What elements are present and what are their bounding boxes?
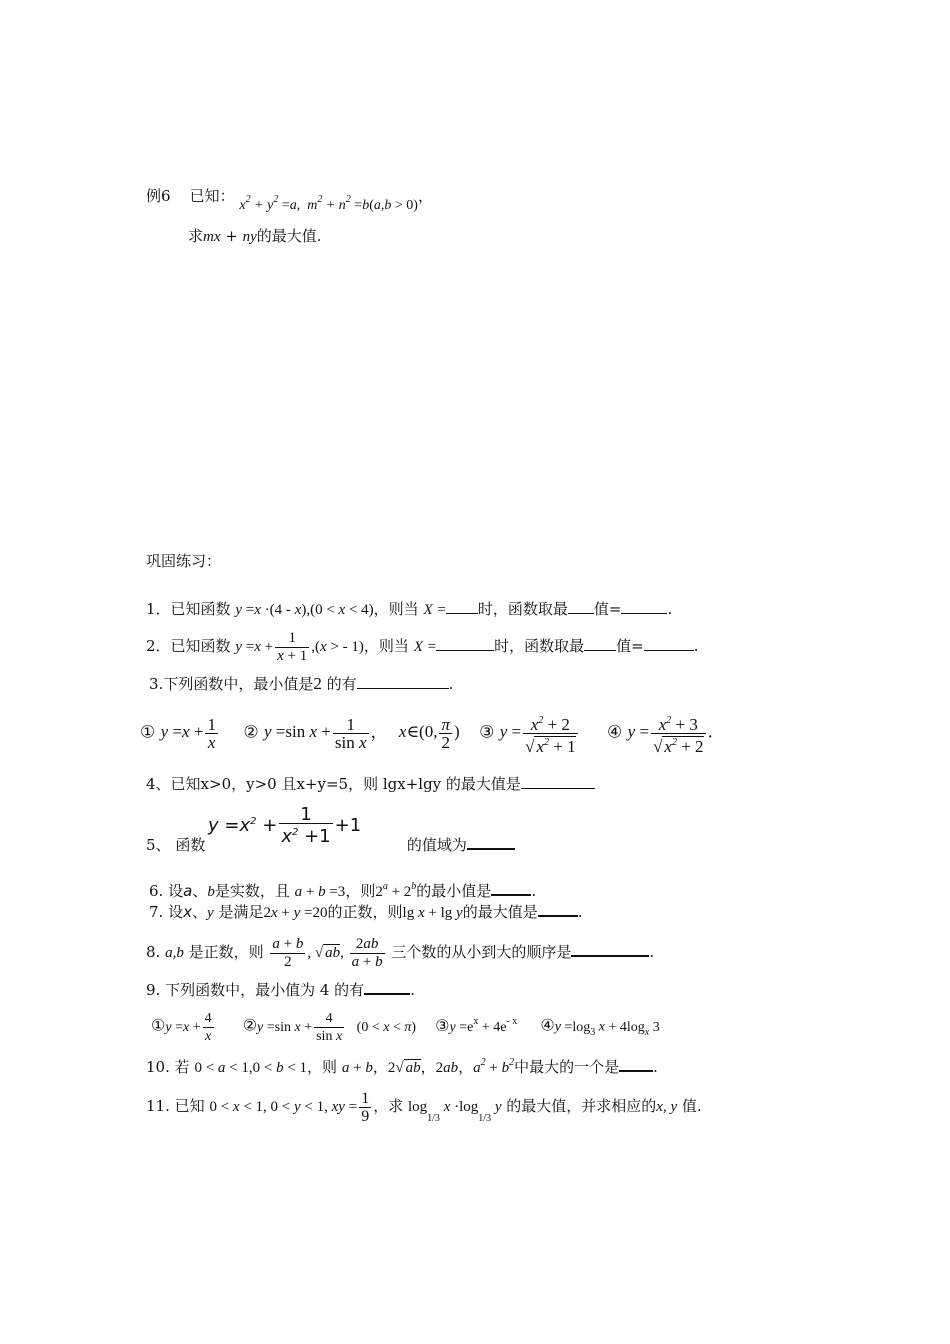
problem-1-blank-x [446, 599, 478, 614]
problem-2-formula: y =x + $\frac{1}{x + 1}$ ,(x > - 1) [235, 630, 364, 664]
problem-6: 6. 设a、b是实数，且 a + b =3，则$2^a + 2^b$的最小值是 . [149, 881, 537, 900]
practice-heading: 巩固练习： [146, 552, 222, 570]
problem-10: 10. 若 0 < a < 1,0 < b < 1，则 a + b，2√ ab，2ab，$a^2 + b^2$中最大的一个是 . [146, 1057, 658, 1076]
problem-1-formula: y =x ·(4 - x),(0 < x < 4) [235, 602, 374, 618]
problem-7-blank [538, 901, 578, 917]
problem-9-options: ①y =x + $\frac{4}{x}$ ②y =sin x + $\frac{4}{\text{sin x}}$ (0 < x < π) ③y $=e^x + 4e^{- x}$ ④y $=\log_3$ $x + 4\log_x$ 3 [151, 1011, 660, 1044]
problem-2-blank-x [436, 636, 494, 651]
problem-8: 8. a,b 是正数，则 $\frac{a + b}{2}$ , √ ab, $\frac{2ab}{a + b}$ 三个数的从小到大的顺序是 . [146, 936, 655, 970]
problem-10-blank [619, 1056, 653, 1072]
problem-2-blank-type [584, 636, 616, 651]
problem-1-blank-value [621, 599, 667, 614]
example-label: 例6 [146, 187, 171, 205]
problem-1: 1．已知函数 y =x ·(4 - x),(0 < x < 4)，则当 X = 时，函数取最 值= . [146, 600, 673, 618]
problem-5: 5、 函数 的值域为 [146, 834, 515, 855]
example-6-line-2: 求mx + ny的最大值. [188, 227, 322, 245]
problem-5-blank [467, 834, 515, 850]
problem-9-blank [364, 979, 410, 995]
problem-2: 2．已知函数 y =x + $\frac{1}{x + 1}$ ,(x > - 1)，则当 X = 时，函数取最 值= . [146, 630, 699, 664]
problem-9: 9. 下列函数中，最小值为 4 的有 . [146, 981, 415, 999]
problem-3-blank [357, 674, 449, 689]
problem-4: 4、已知x>0，y>0 且x+y=5，则 lgx+lgy 的最大值是 [146, 774, 595, 794]
problem-2-blank-value [644, 636, 694, 651]
problem-4-blank [521, 774, 595, 789]
problem-3-options: ① y =x + $\frac{1}{x}$ ② y =sin x + $\frac{1}{\text{sin x}}$ ， x∈(0, $\frac{\pi}{2}$ ) ③ y = $\frac{x^2 + 2}{√ x^2 + 1}$ ④ y = $\frac{x^2 + 3}{√ x^2 + 2}$ . [140, 712, 713, 755]
example-given: 已知： [189, 187, 235, 205]
example-6-line-1: 例6 已知： $x^2 + y^2 =a$, $m^2 + n^2 =b(a,b > 0)$， [146, 187, 433, 213]
problem-5-formula: $y =x^2$ + $\frac{1}{x^2 +1}$ +1 [208, 804, 362, 847]
problem-11: 11. 已知 0 < x < 1, 0 < y < 1, xy = $\frac{1}{9}$ ，求 $\log_{1/3} x \cdot\log_{1/3}$ y 的最大值，并求相应的x, y 值. [146, 1090, 702, 1125]
problem-8-blank [571, 941, 649, 957]
problem-1-blank-type [568, 599, 594, 614]
problem-6-blank [491, 880, 531, 896]
example-ask-formula: mx [203, 229, 221, 245]
problem-7: 7. 设x、y 是满足2x + y =20的正数，则lg x + lg y的最大值是 . [149, 903, 583, 921]
problem-3: 3.下列函数中，最小值是2 的有 . [149, 674, 454, 693]
example-condition-formula: $x^2 + y^2 =a$, $m^2 + n^2 =b(a,b > 0)$ [239, 194, 418, 213]
